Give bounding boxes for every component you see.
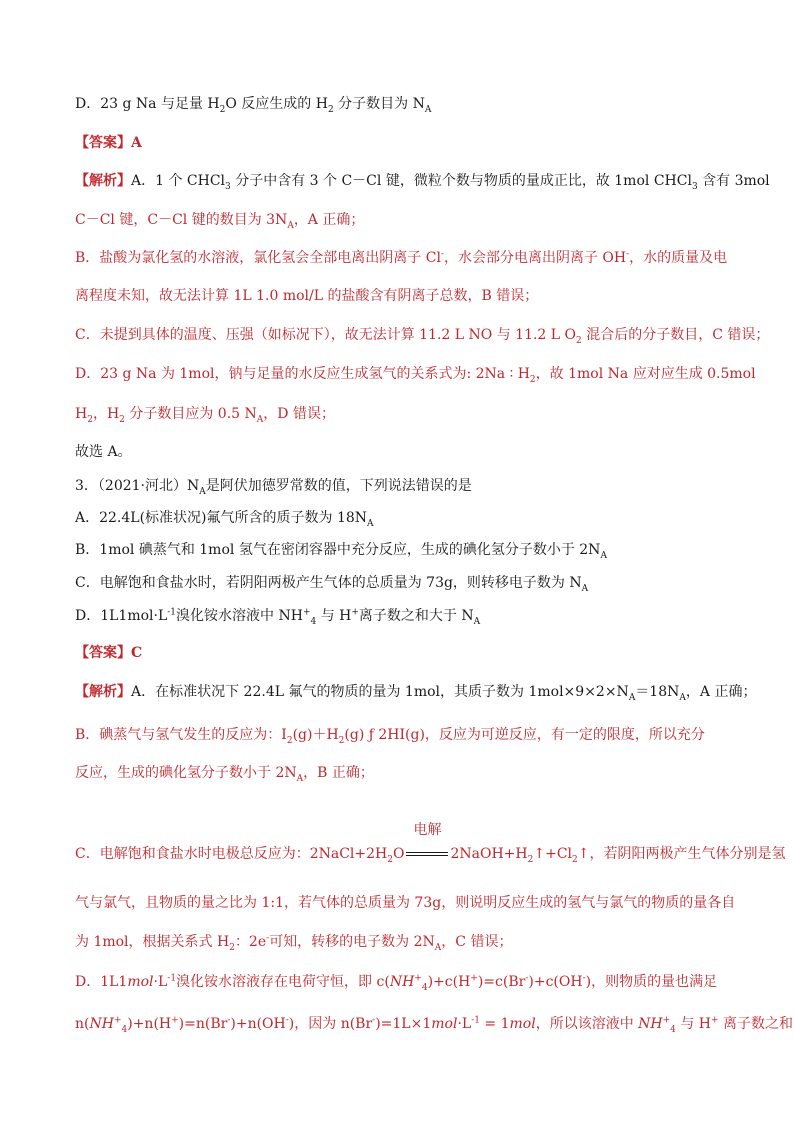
text-segment: 2 <box>87 414 93 425</box>
text-segment: 气与氯气，且物质的量之比为 1:1，若气体的总质量为 73g，则说明反应生成的氢气与氯气的物质的量各自 <box>75 895 736 911</box>
text-segment: ，A 正确； <box>685 684 757 700</box>
text-segment: ＝18N <box>635 684 680 700</box>
text-segment: C．电解饱和食盐水时，若阴阳两极产生气体的总质量为 73g，则转移电子数为 N <box>75 575 582 591</box>
text-segment: (g) ƒ 2HI(g)，反应为可逆反应，有一定的限度，所以充分 <box>344 727 705 743</box>
text-segment: 2 <box>572 854 578 865</box>
text-segment: A <box>628 692 636 703</box>
text-segment: A <box>581 583 589 594</box>
text-line-l23 <box>75 972 754 992</box>
text-segment: ，水会部分电离出阴离子 OH <box>443 250 627 266</box>
text-line-l3 <box>75 171 770 192</box>
text-segment: -1 <box>471 1015 480 1026</box>
text-segment: 【解析】 <box>75 173 131 189</box>
text-segment: 分子数目应为 0.5 N <box>124 406 257 422</box>
text-segment: A <box>256 414 264 425</box>
text-segment: 2 <box>119 414 125 425</box>
text-line-l2 <box>75 133 754 153</box>
text-segment: 与 H <box>675 1016 712 1032</box>
text-segment: C．未提到具体的温度、压强（如标况下），故无法计算 11.2 L NO 与 11.2 L O <box>75 327 577 343</box>
text-segment: A <box>296 773 304 784</box>
text-segment: - <box>582 973 586 984</box>
text-segment: 2 <box>286 735 293 746</box>
text-line-l8 <box>75 364 754 384</box>
text-line-l14 <box>75 573 754 593</box>
text-segment: -1 <box>167 607 177 618</box>
text-segment: ，D 错误； <box>263 406 335 422</box>
text-line-l9 <box>75 404 754 424</box>
text-segment: 含有 3mol <box>697 173 770 189</box>
text-segment: 3 <box>691 181 698 192</box>
text-segment: - <box>440 249 444 260</box>
text-segment: ，故 1mol Na 应对应生成 0.5mol <box>535 366 756 382</box>
text-segment: + <box>414 973 422 984</box>
text-segment: 4 <box>670 1024 676 1035</box>
text-segment: - <box>372 1015 376 1026</box>
text-segment: + <box>171 1015 179 1026</box>
text-segment: ·L <box>457 1016 472 1032</box>
text-line-l6 <box>75 286 754 306</box>
text-segment: )=n(Br <box>178 1016 228 1032</box>
text-line-l1 <box>75 94 754 114</box>
text-segment: )+n(OH <box>230 1016 286 1032</box>
text-segment: A <box>367 518 374 529</box>
text-segment: A <box>679 692 686 703</box>
text-segment: C．电解饱和食盐水时电极总反应为：2NaCl+2H <box>75 846 388 862</box>
text-segment: 为 1mol，根据关系式 H <box>75 934 230 950</box>
text-line-l7 <box>75 325 770 346</box>
text-segment: )+c(H <box>427 974 471 990</box>
text-segment: ↑，若阴阳两极产生气体分别是氢 <box>577 846 786 862</box>
text-segment: 是阿伏加德罗常数的值，下列说法错误的是 <box>205 478 472 494</box>
text-segment: 离子数之和 <box>718 1016 794 1032</box>
text-segment: A <box>434 942 442 953</box>
text-segment: 2 <box>219 104 226 115</box>
text-line-l4 <box>75 210 754 230</box>
text-segment: 2 <box>527 854 534 865</box>
text-segment: NH <box>89 1016 114 1032</box>
text-segment: ，B 正确； <box>303 765 374 781</box>
text-segment: 【答案】 <box>75 135 131 151</box>
text-segment: A <box>131 135 142 151</box>
text-segment: 3 <box>225 181 231 192</box>
text-segment: A <box>473 616 481 627</box>
text-segment: )=1L×1 <box>375 1016 432 1032</box>
text-segment: 混合后的分子数目，C 错误； <box>581 327 770 343</box>
text-segment: D．23 g Na 为 1mol，钠与足量的水反应生成氢气的关系式为: 2Na ∶ H <box>75 366 530 382</box>
text-segment <box>404 822 450 864</box>
text-segment: 2 <box>387 854 393 865</box>
text-line-l17 <box>75 682 757 703</box>
text-segment: 3．（2021·河北）N <box>75 478 200 494</box>
text-segment: NH <box>389 974 415 990</box>
text-segment: - <box>525 973 529 984</box>
text-segment: + <box>113 1015 122 1026</box>
text-segment: 【解析】 <box>75 684 131 700</box>
text-segment: 故选 A。 <box>75 444 132 460</box>
text-segment: )，因为 n(Br <box>288 1016 373 1032</box>
text-segment: ，所以该溶液中 <box>535 1016 639 1032</box>
text-segment: 溴化铵水溶液存在电荷守恒，即 c( <box>176 974 390 990</box>
text-segment: C <box>131 645 143 661</box>
text-segment: 【答案】 <box>75 645 131 661</box>
text-segment: 离子数之和大于 N <box>358 608 474 624</box>
text-line-l13 <box>75 540 754 560</box>
text-segment: 离程度未知，故无法计算 1L 1.0 mol/L 的盐酸含有阴离子总数，B 错误； <box>75 288 539 304</box>
text-segment: 2 <box>576 335 582 346</box>
text-segment: ：2e <box>234 934 267 950</box>
text-segment: = 1 <box>479 1016 510 1032</box>
condition-label: 电解 <box>413 822 442 838</box>
text-segment: 反应，生成的碘化氢分子数小于 2N <box>75 765 297 781</box>
text-segment: + <box>662 1015 671 1026</box>
text-segment: 2 <box>327 104 334 115</box>
text-segment: B．碘蒸气与氢气发生的反应为：I <box>75 727 287 743</box>
text-segment: )=c(Br <box>477 974 526 990</box>
text-segment: 2 <box>338 735 345 746</box>
text-segment: C－Cl 键，C－Cl 键的数目为 3N <box>75 212 288 228</box>
text-segment: NH <box>638 1016 663 1032</box>
text-segment: A <box>287 220 294 231</box>
text-segment: A <box>600 550 607 561</box>
text-segment: A <box>424 104 432 115</box>
text-segment: 4 <box>421 982 428 993</box>
text-segment: A <box>199 486 206 497</box>
text-segment: mol <box>127 974 154 990</box>
text-line-l21 <box>75 893 754 913</box>
text-segment: 分子中含有 3 个 C－Cl 键，微粒个数与物质的量成正比，故 1mol CHCl <box>230 173 692 189</box>
text-segment: mol <box>509 1016 536 1032</box>
text-line-l20 <box>75 822 786 865</box>
text-segment: ，水的质量及电 <box>629 250 728 266</box>
text-segment: )，则物质的量也满足 <box>585 974 718 990</box>
text-segment: 2NaOH+H <box>450 846 528 862</box>
text-segment: + <box>711 1015 719 1026</box>
text-segment: + <box>351 607 359 618</box>
text-line-l16 <box>75 643 754 663</box>
text-line-l12 <box>75 508 754 528</box>
text-segment: D．1L1mol·L <box>75 608 168 624</box>
text-line-l5 <box>75 248 754 268</box>
text-line-l18 <box>75 725 754 745</box>
text-segment: (g)＋H <box>292 727 339 743</box>
text-segment: )+c(OH <box>528 974 583 990</box>
text-line-l22 <box>75 932 754 952</box>
text-line-l19 <box>75 763 754 783</box>
text-segment: 分子数目为 N <box>333 96 425 112</box>
text-segment: 2 <box>229 942 235 953</box>
text-segment: ，H <box>92 406 120 422</box>
text-segment: 溴化铵水溶液中 NH <box>176 608 303 624</box>
text-segment: + <box>470 973 478 984</box>
text-segment: O 反应生成的 H <box>225 96 328 112</box>
text-segment: 4 <box>310 616 317 627</box>
text-segment: 4 <box>121 1024 128 1035</box>
text-line-l15 <box>75 606 754 626</box>
text-segment: A．1 个 CHCl <box>131 173 226 189</box>
text-segment: O <box>393 846 405 862</box>
text-segment: n( <box>75 1016 90 1032</box>
text-line-l11 <box>75 476 754 496</box>
text-line-l10 <box>75 442 754 462</box>
text-segment: + <box>302 607 311 618</box>
text-segment: - <box>227 1015 231 1026</box>
text-segment: 2 <box>529 374 536 385</box>
text-segment: D．1L1 <box>75 974 128 990</box>
text-line-l24 <box>75 1014 794 1035</box>
text-segment: ·L <box>153 974 168 990</box>
text-segment: ↑+Cl <box>533 846 573 862</box>
text-segment: - <box>626 249 630 260</box>
text-segment: - <box>266 933 270 944</box>
text-segment: 与 H <box>316 608 352 624</box>
text-segment: -1 <box>167 973 177 984</box>
text-segment: H <box>75 406 88 422</box>
text-segment: )+n(H <box>127 1016 172 1032</box>
text-segment: ，C 错误； <box>441 934 513 950</box>
text-segment: mol <box>431 1016 458 1032</box>
equation-equals-sign <box>406 852 448 856</box>
text-segment: A．在标准状况下 22.4L 氟气的物质的量为 1mol，其质子数为 1mol×9×2×N <box>131 684 629 700</box>
text-segment: B．1mol 碘蒸气和 1mol 氢气在密闭容器中充分反应，生成的碘化氢分子数小于 2N <box>75 542 601 558</box>
text-segment: A．22.4L(标准状况)氟气所含的质子数为 18N <box>75 510 368 526</box>
text-segment: B．盐酸为氯化氢的水溶液，氯化氢会全部电离出阴离子 Cl <box>75 250 441 266</box>
text-segment: - <box>285 1015 289 1026</box>
text-segment: D．23 g Na 与足量 H <box>75 96 220 112</box>
text-segment: ，A 正确； <box>293 212 365 228</box>
text-segment: 可知，转移的电子数为 2N <box>269 934 435 950</box>
